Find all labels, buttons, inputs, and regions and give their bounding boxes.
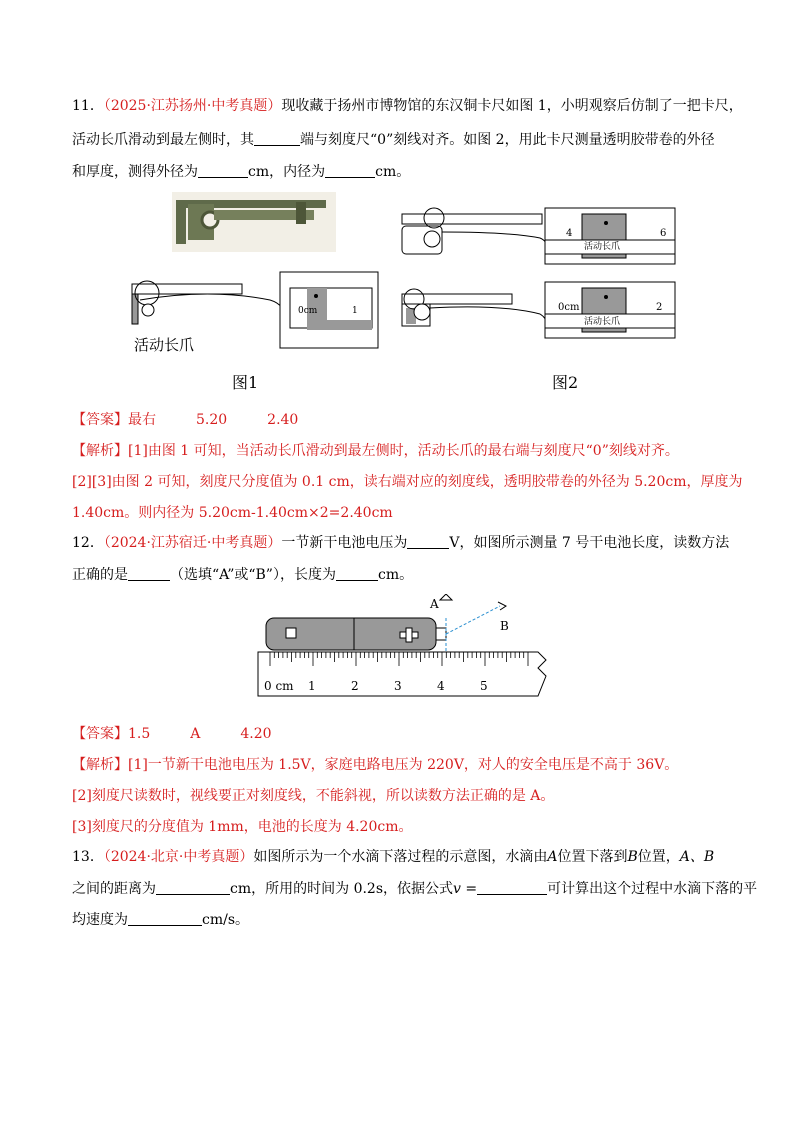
- ruler-label: 2: [351, 679, 359, 693]
- answer-1: 最右: [128, 412, 156, 428]
- q12-analysis-2: [2]刻度尺读数时，视线要正对刻度线，不能斜视，所以读数方法正确的是 A。: [72, 788, 555, 804]
- analysis-text: [1]由图 1 可知，当活动长爪滑动到最左侧时，活动长爪的最右端与刻度尺“0”刻线对齐。: [128, 443, 679, 459]
- q12-answer: [72, 724, 272, 744]
- svg-text:2: 2: [656, 302, 663, 313]
- svg-text:6: 6: [660, 228, 667, 239]
- q13-line-1: [72, 847, 714, 867]
- q12-line-2: [72, 565, 413, 585]
- analysis-tag: 【解析】: [72, 443, 128, 459]
- answer-blank[interactable]: [156, 880, 230, 895]
- answer-blank[interactable]: [128, 911, 202, 926]
- svg-text:0cm: 0cm: [558, 302, 580, 313]
- q13-text-1: 如图所示为一个水滴下落过程的示意图，水滴由: [253, 849, 548, 865]
- figure-1: [120, 188, 390, 368]
- ruler-label: 4: [437, 679, 445, 693]
- q12-analysis-3: [3]刻度尺的分度值为 1mm，电池的长度为 4.20cm。: [72, 819, 413, 835]
- answer-blank[interactable]: [407, 534, 449, 549]
- analysis-text: [1]一节新干电池电压为 1.5V，家庭电路电压为 220V，对人的安全电压是不高于 36V。: [128, 757, 679, 773]
- svg-text:1: 1: [352, 306, 358, 316]
- q12-number: 12．: [72, 535, 104, 551]
- q13-number: 13．: [72, 849, 104, 865]
- answer-2: 5.20: [196, 412, 228, 428]
- q13-line-3: [72, 910, 249, 930]
- analysis-tag: 【解析】: [72, 757, 128, 773]
- q13-text-2c: 可计算出这个过程中水滴下落的平: [547, 881, 758, 897]
- q11-analysis-2: [2][3]由图 2 可知，刻度尺分度值为 0.1 cm，读右端对应的刻度线，透明胶带卷的外径为 5.20cm，厚度为: [72, 474, 743, 490]
- q11-line-3: [72, 162, 410, 182]
- q11-text-2b: 端与刻度尺“0”刻线对齐。如图 2，用此卡尺测量透明胶带卷的外径: [300, 132, 715, 148]
- q11-number: 11．: [72, 98, 104, 114]
- ruler-label: 0 cm: [264, 679, 294, 693]
- q13-text-3a: 均速度为: [72, 912, 128, 928]
- ruler-label: 5: [480, 679, 488, 693]
- q13-text-2b: cm，所用的时间为 0.2s，依据公式: [230, 881, 454, 897]
- answer-2: A: [190, 726, 201, 742]
- fig1-caption: 图1: [232, 373, 259, 392]
- ruler-label: 1: [308, 679, 316, 693]
- q12-line-1: [72, 533, 729, 553]
- viewpoint-b-label: B: [500, 619, 509, 633]
- q11-text-3a: 和厚度，测得外径为: [72, 164, 198, 180]
- q12-analysis-1: [72, 755, 678, 775]
- q12-source: （2024·江苏宿迁·中考真题）: [103, 535, 282, 551]
- answer-1: 1.5: [128, 726, 151, 742]
- q12-text-2b: （选填“A”或“B”），长度为: [170, 567, 336, 583]
- q12-text-1b: V，如图所示测量 7 号干电池长度，读数方法: [449, 535, 730, 551]
- answer-tag: 【答案】: [72, 412, 128, 428]
- ruler-label: 3: [394, 679, 402, 693]
- fig2-caption: 图2: [552, 373, 579, 392]
- svg-text:4: 4: [566, 228, 573, 239]
- q12-text-1a: 一节新干电池电压为: [281, 535, 408, 551]
- q13-text-1c: 位置，: [637, 849, 680, 865]
- q11-text-3b: cm，内径为: [248, 164, 326, 180]
- battery-ruler-figure: [250, 594, 550, 700]
- viewpoint-a-label: A: [430, 597, 439, 611]
- answer-tag: 【答案】: [72, 726, 128, 742]
- answer-blank[interactable]: [254, 131, 300, 146]
- answer-blank[interactable]: [325, 163, 375, 178]
- q13-text-1b: 位置下落到: [557, 849, 628, 865]
- q11-source: （2025·江苏扬州·中考真题）: [103, 98, 282, 114]
- q13-b: B: [627, 849, 638, 865]
- q13-text-3b: cm/s。: [202, 912, 250, 928]
- figure-2: [390, 204, 690, 364]
- answer-blank[interactable]: [128, 566, 170, 581]
- q13-a: A: [547, 849, 558, 865]
- answer-blank[interactable]: [477, 880, 547, 895]
- q13-line-2: [72, 879, 757, 899]
- q13-ab: A、B: [679, 849, 715, 865]
- q11-answer: [72, 410, 298, 430]
- answer-blank[interactable]: [336, 566, 378, 581]
- answer-3: 4.20: [240, 726, 272, 742]
- q11-text-1: 现收藏于扬州市博物馆的东汉铜卡尺如图 1，小明观察后仿制了一把卡尺，: [281, 98, 743, 114]
- answer-3: 2.40: [267, 412, 299, 428]
- q11-analysis-3: 1.40cm。则内径为 5.20cm-1.40cm×2=2.40cm: [72, 505, 393, 521]
- fig1-label: 活动长爪: [134, 336, 195, 354]
- q12-text-2a: 正确的是: [72, 567, 128, 583]
- q13-formula-v: v =: [453, 881, 478, 897]
- q13-text-2a: 之间的距离为: [72, 881, 156, 897]
- q11-line-2: [72, 130, 715, 150]
- q11-text-2a: 活动长爪滑动到最左侧时，其: [72, 132, 254, 148]
- q12-text-2c: cm。: [377, 567, 414, 583]
- slider-label-top: 活动长爪: [584, 242, 621, 252]
- q11-text-3c: cm。: [375, 164, 411, 180]
- svg-text:0cm: 0cm: [298, 306, 318, 316]
- q11-line-1: [72, 96, 743, 116]
- slider-label-bottom: 活动长爪: [584, 317, 621, 327]
- q11-analysis-1: [72, 441, 679, 461]
- q13-source: （2024·北京·中考真题）: [103, 849, 254, 865]
- answer-blank[interactable]: [198, 163, 248, 178]
